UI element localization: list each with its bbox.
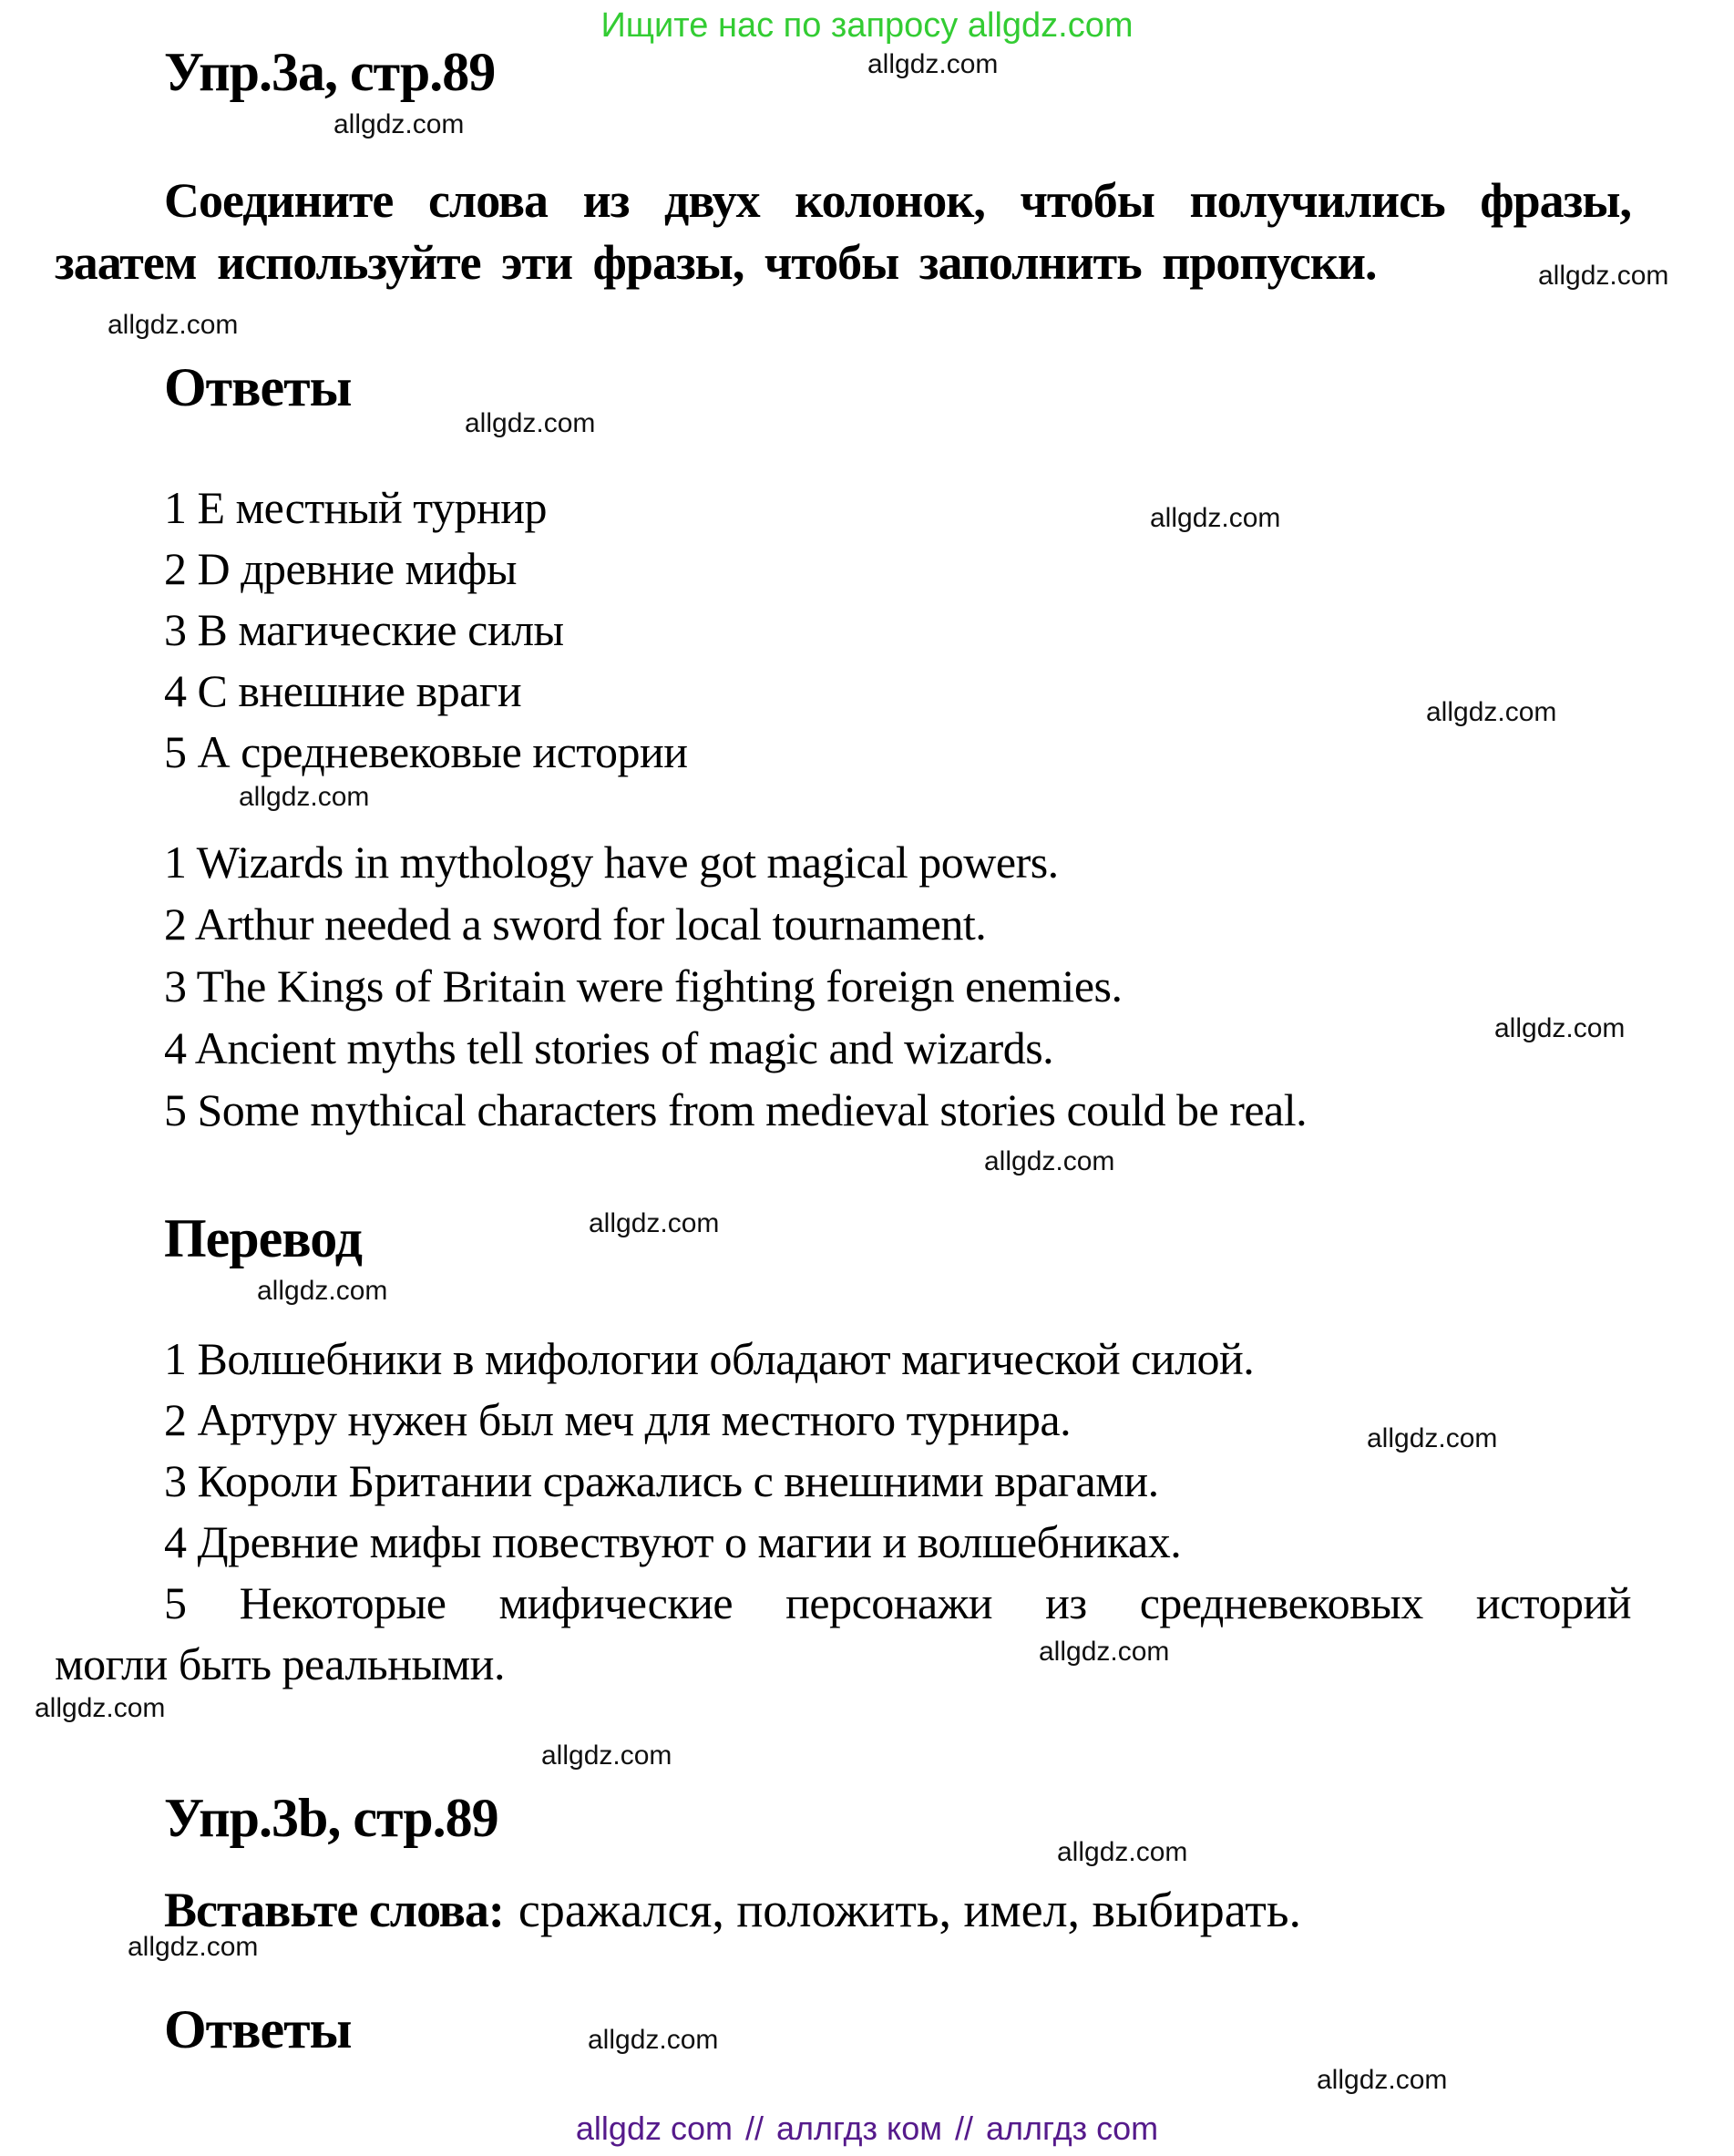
translation-heading: Перевод [164, 1208, 362, 1268]
footer-link-allgdz-com[interactable]: allgdz com [575, 2110, 733, 2147]
task-line-1: Соедините слова из двух колонок, чтобы получились фразы, [164, 173, 1631, 228]
watermark-allgdz: allgdz.com [984, 1146, 1115, 1176]
watermark-allgdz: allgdz.com [1367, 1423, 1498, 1453]
translation-item: 4 Древние мифы повествуют о магии и волшебниках. [164, 1516, 1182, 1567]
exercise-3a-task [55, 169, 1631, 293]
watermark-allgdz: allgdz.com [541, 1740, 672, 1771]
footer-separator: // [955, 2110, 974, 2147]
watermark-allgdz: allgdz.com [1494, 1013, 1626, 1043]
watermark-allgdz: allgdz.com [588, 2025, 719, 2055]
watermark-allgdz: allgdz.com [1039, 1637, 1170, 1667]
watermark-allgdz: allgdz.com [239, 782, 370, 812]
watermark-allgdz: allgdz.com [128, 1932, 259, 1962]
translation-list [55, 1329, 1631, 1695]
watermark-allgdz: allgdz.com [35, 1693, 166, 1723]
watermark-allgdz: allgdz.com [257, 1276, 388, 1306]
sentence-list-en [164, 831, 1307, 1141]
translation-item-5-line-1: 5 Некоторые мифические персонажи из средневековых историй [164, 1577, 1631, 1628]
task-line-2: заатем используйте эти фразы, чтобы заполнить пропуски. [55, 235, 1377, 290]
watermark-allgdz: allgdz.com [1150, 503, 1281, 533]
promo-banner: Ищите нас по запросу allgdz.com [600, 6, 1134, 45]
sentence-en: 1 Wizards in mythology have got magical powers. [164, 837, 1059, 888]
match-item: 4 С внешние враги [164, 665, 522, 716]
exercise-3b-task [164, 1883, 1301, 1937]
match-item: 1 Е местный турнир [164, 482, 547, 533]
watermark-allgdz: allgdz.com [465, 408, 596, 438]
answers-heading-2: Ответы [164, 1999, 352, 2059]
footer-link-allgdz-kom[interactable]: аллгдз ком [776, 2110, 942, 2147]
sentence-en: 5 Some mythical characters from medieval stories could be real. [164, 1084, 1308, 1135]
footer-link-allgdz-com-2[interactable]: аллгдз com [986, 2110, 1159, 2147]
watermark-allgdz: allgdz.com [867, 49, 999, 79]
exercise-3a-title: Упр.3а, стр.89 [164, 42, 496, 102]
match-item: 5 А средневековые истории [164, 726, 688, 777]
watermark-allgdz: allgdz.com [1426, 697, 1557, 727]
match-item: 2 D древние мифы [164, 543, 517, 594]
watermark-allgdz: allgdz.com [589, 1208, 720, 1238]
translation-item: 2 Артуру нужен был меч для местного турнира. [164, 1394, 1072, 1445]
sentence-en: 2 Arthur needed a sword for local tournament. [164, 898, 987, 950]
translation-item-5-line-2: могли быть реальными. [55, 1638, 505, 1689]
insert-words-label: Вставьте слова: [164, 1883, 504, 1937]
watermark-allgdz: allgdz.com [1317, 2065, 1448, 2095]
footer-links [0, 2110, 1734, 2147]
sentence-en: 3 The Kings of Britain were fighting foreign enemies. [164, 960, 1123, 1011]
insert-words-list: сражался, положить, имел, выбирать. [518, 1883, 1301, 1937]
watermark-allgdz: allgdz.com [333, 109, 465, 139]
translation-item: 3 Короли Британии сражались с внешними врагами. [164, 1455, 1159, 1506]
sentence-en: 4 Ancient myths tell stories of magic and wizards. [164, 1022, 1054, 1073]
answers-heading-1: Ответы [164, 357, 352, 417]
match-item: 3 В магические силы [164, 604, 564, 655]
watermark-allgdz: allgdz.com [108, 310, 239, 340]
watermark-allgdz: allgdz.com [1538, 261, 1669, 291]
watermark-allgdz: allgdz.com [1057, 1837, 1188, 1867]
footer-separator: // [744, 2110, 764, 2147]
translation-item: 1 Волшебники в мифологии обладают магической силой. [164, 1333, 1255, 1384]
exercise-3b-title: Упр.3b, стр.89 [164, 1788, 498, 1848]
match-list [164, 477, 688, 783]
